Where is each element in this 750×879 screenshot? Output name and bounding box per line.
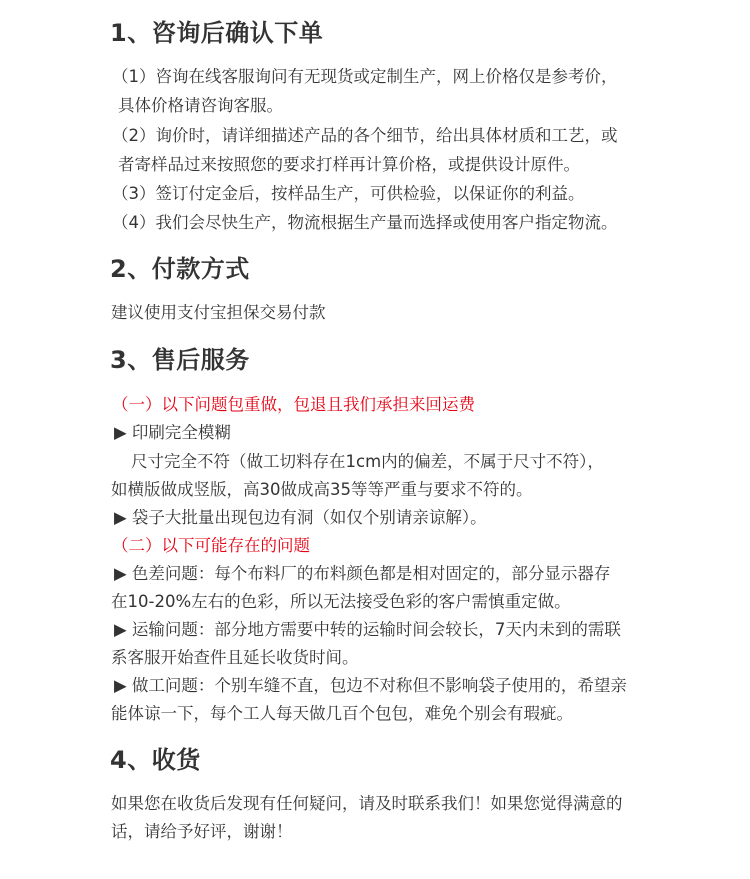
- section3-item-1-title: ▶ 印刷完全模糊: [114, 423, 231, 442]
- section3-subheading-2: （二）以下可能存在的问题: [112, 536, 310, 555]
- section2-text: 建议使用支付宝担保交易付款: [111, 303, 326, 322]
- section3-item-1-line-2: 如横版做成竖版，高30做成高35等等严重与要求不符的。: [111, 480, 533, 499]
- section3-subheading-1: （一）以下问题包重做，包退且我们承担来回运费: [112, 395, 475, 414]
- section1-title: 1、咨询后确认下单: [110, 19, 324, 47]
- section1-line-3: （2）询价时，请详细描述产品的各个细节，给出具体材质和工艺，或: [112, 126, 618, 145]
- section1-line-6: （4）我们会尽快生产，物流根据生产量而选择或使用客户指定物流。: [112, 213, 618, 232]
- section1-line-1: （1）咨询在线客服询问有无现货或定制生产，网上价格仅是参考价，: [112, 67, 618, 86]
- section4-title: 4、收货: [110, 746, 201, 774]
- section1-line-2: 具体价格请咨询客服。: [118, 96, 283, 115]
- section3-item-2: ▶ 袋子大批量出现包边有洞（如仅个别请亲谅解）。: [114, 508, 487, 527]
- section3-problem-3-line-2: 能体谅一下，每个工人每天做几百个包包，难免个别会有瑕疵。: [111, 704, 573, 723]
- section4-line-1: 如果您在收货后发现有任何疑问，请及时联系我们！如果您觉得满意的: [111, 794, 623, 813]
- section2-title: 2、付款方式: [110, 255, 250, 283]
- section3-item-1-line-1: 尺寸完全不符（做工切料存在1cm内的偏差，不属于尺寸不符），: [131, 452, 604, 471]
- section3-problem-2-line-2: 系客服开始查件且延长收货时间。: [111, 648, 359, 667]
- section3-problem-2-line-1: ▶ 运输问题：部分地方需要中转的运输时间会较长，7天内未到的需联: [114, 620, 621, 639]
- section3-problem-1-line-1: ▶ 色差问题：每个布料厂的布料颜色都是相对固定的，部分显示器存: [114, 564, 611, 583]
- section3-problem-3-line-1: ▶ 做工问题：个别车缝不直，包边不对称但不影响袋子使用的，希望亲: [114, 676, 627, 695]
- section4-line-2: 话，请给予好评，谢谢！: [111, 822, 293, 841]
- section1-line-4: 者寄样品过来按照您的要求打样再计算价格，或提供设计原件。: [118, 155, 580, 174]
- section1-line-5: （3）签订付定金后，按样品生产，可供检验，以保证你的利益。: [112, 184, 585, 203]
- section3-title: 3、售后服务: [110, 346, 250, 374]
- section3-problem-1-line-2: 在10-20%左右的色彩，所以无法接受色彩的客户需慎重定做。: [111, 592, 571, 611]
